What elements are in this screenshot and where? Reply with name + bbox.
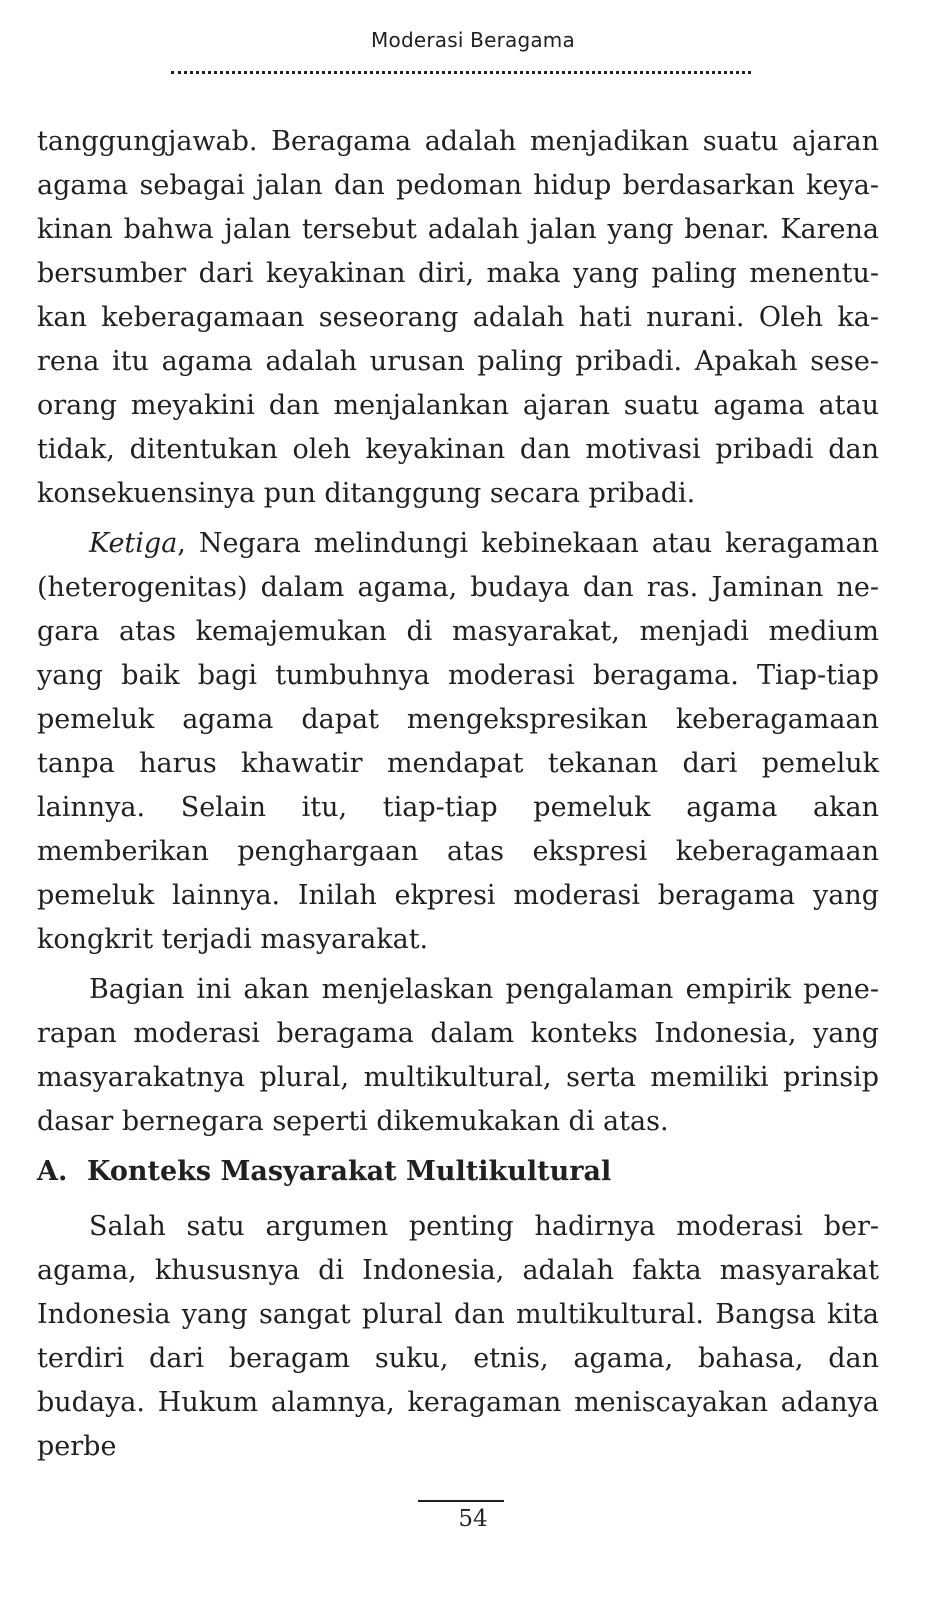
section-body <box>37 1205 879 1475</box>
body-text <box>37 120 879 1150</box>
paragraph-ketiga-text: , Negara melindungi kebinekaan atau keragaman (heterogenitas) dalam agama, budaya dan ras. Jaminan negara atas kemajemukan di masyarakat, menjadi medium yang baik bagi tumbuhnya moderasi beragama. Tiap-tiap pemeluk agama dapat mengekspresikan keberagamaan tanpa harus khawatir mendapat tekanan dari pemeluk lainnya. Selain itu, tiap-tiap pemeluk agama akan memberikan penghargaan atas ekspresi keberagamaan pemeluk lainnya. Inilah ekpresi moderasi beragama yang kongkrit terjadi masyarakat. <box>37 528 879 955</box>
paragraph-lead-italic: Ketiga <box>89 528 178 559</box>
paragraph-ketiga <box>37 522 879 962</box>
section-letter: A. <box>37 1156 68 1187</box>
page-number: 54 <box>458 1506 488 1532</box>
section-heading <box>37 1150 879 1194</box>
paragraph-continued: tanggungjawab. Beragama adalah menjadikan suatu ajaran agama sebagai jalan dan pedoman hidup berdasarkan keyakinan bahwa jalan tersebut adalah jalan yang benar. Karena bersumber dari keyakinan diri, maka yang paling menentukan keberagamaan seseorang adalah hati nurani. Oleh karena itu agama adalah urusan paling pribadi. Apakah seseorang meyakini dan menjalankan ajaran suatu agama atau tidak, ditentukan oleh keyakinan dan motivasi pribadi dan konsekuensinya pun ditanggung secara pribadi. <box>37 126 879 509</box>
folio-rule <box>418 1500 504 1502</box>
section-title: Konteks Masyarakat Multikultural <box>87 1156 612 1187</box>
header-dotted-rule <box>171 71 751 74</box>
section-paragraph: Salah satu argumen penting hadirnya moderasi beragama, khususnya di Indonesia, adalah fakta masyarakat Indonesia yang sangat plural dan multikultural. Bangsa kita terdiri dari beragam suku, etnis, agama, bahasa, dan budaya. Hukum alamnya, keragaman meniscayakan adanya perbe <box>37 1211 879 1462</box>
running-head-title: Moderasi Beragama <box>371 28 575 52</box>
paragraph-bagian: Bagian ini akan menjelaskan pengalaman empirik penerapan moderasi beragama dalam konteks Indonesia, yang masyarakatnya plural, multikultural, serta memiliki prinsip dasar bernegara seperti dikemukakan di atas. <box>37 974 879 1137</box>
